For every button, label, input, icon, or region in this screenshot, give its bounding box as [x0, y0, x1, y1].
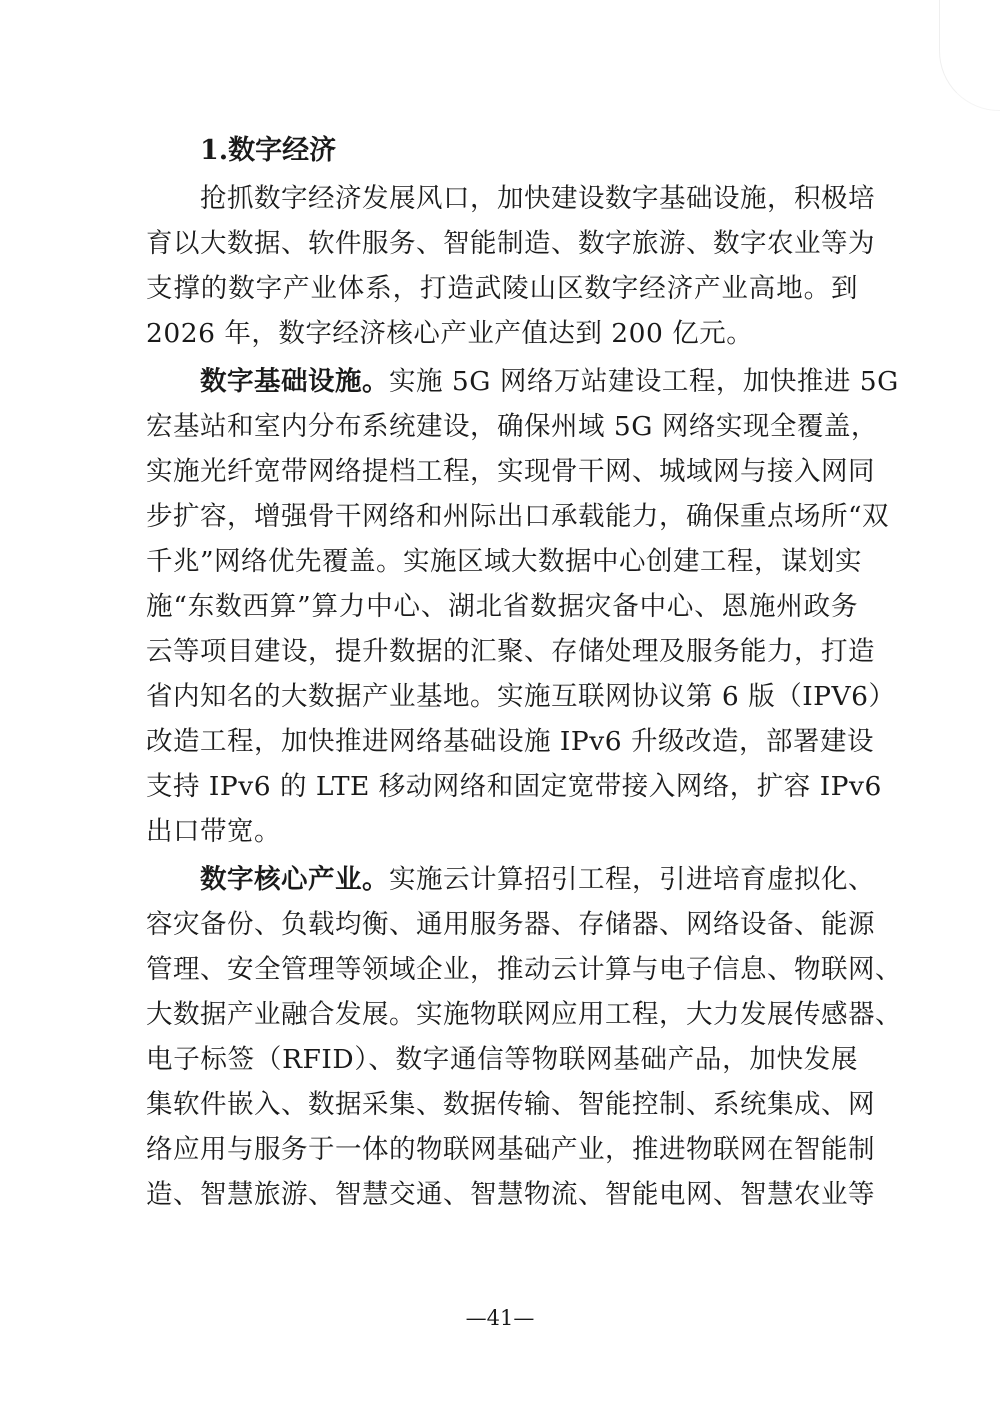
text-line: 支持 IPv6 的 LTE 移动网络和固定宽带接入网络，扩容 IPv6	[146, 771, 882, 802]
text-line: 改造工程，加快推进网络基础设施 IPv6 升级改造，部署建设	[146, 726, 874, 757]
paragraph-digital-core-industry	[146, 857, 902, 1217]
page-number: —41—	[465, 1306, 535, 1330]
text-line: 容灾备份、负载均衡、通用服务器、存储器、网络设备、能源	[146, 909, 875, 940]
text-line: 2026 年，数字经济核心产业产值达到 200 亿元。	[146, 318, 754, 349]
paragraph-digital-infrastructure	[146, 359, 899, 854]
text-line: 电子标签（RFID）、数字通信等物联网基础产品，加快发展	[146, 1044, 858, 1075]
lead-line-rest: 实施 5G 网络万站建设工程，加快推进 5G	[389, 366, 899, 397]
page-corner-mark	[939, 0, 1000, 111]
text-line	[146, 857, 875, 902]
text-line	[146, 359, 899, 404]
text-line: 实施光纤宽带网络提档工程，实现骨干网、城域网与接入网同	[146, 456, 875, 487]
text-line: 千兆”网络优先覆盖。实施区域大数据中心创建工程，谋划实	[146, 546, 863, 577]
page-content	[146, 128, 902, 1220]
text-line: 管理、安全管理等领域企业，推动云计算与电子信息、物联网、	[146, 954, 902, 985]
section-heading: 1.数字经济	[200, 135, 337, 166]
text-line: 抢抓数字经济发展风口，加快建设数字基础设施，积极培	[200, 183, 875, 214]
text-line: 省内知名的大数据产业基地。实施互联网协议第 6 版（IPV6）	[146, 681, 896, 712]
text-line: 宏基站和室内分布系统建设，确保州域 5G 网络实现全覆盖，	[146, 411, 878, 442]
text-line: 络应用与服务于一体的物联网基础产业，推进物联网在智能制	[146, 1134, 875, 1165]
paragraph-lead: 数字核心产业。	[200, 864, 389, 895]
text-line: 云等项目建设，提升数据的汇聚、存储处理及服务能力，打造	[146, 636, 875, 667]
text-line: 支撑的数字产业体系，打造武陵山区数字经济产业高地。到	[146, 273, 858, 304]
paragraph-lead: 数字基础设施。	[200, 366, 389, 397]
text-line: 集软件嵌入、数据采集、数据传输、智能控制、系统集成、网	[146, 1089, 875, 1120]
text-line: 大数据产业融合发展。实施物联网应用工程，大力发展传感器、	[146, 999, 902, 1030]
text-line: 造、智慧旅游、智慧交通、智慧物流、智能电网、智慧农业等	[146, 1179, 875, 1210]
text-line: 出口带宽。	[146, 816, 281, 847]
paragraph-digital-economy	[146, 176, 875, 356]
lead-line-rest: 实施云计算招引工程，引进培育虚拟化、	[389, 864, 875, 895]
text-line: 育以大数据、软件服务、智能制造、数字旅游、数字农业等为	[146, 228, 875, 259]
text-line: 施“东数西算”算力中心、湖北省数据灾备中心、恩施州政务	[146, 591, 858, 622]
text-line: 步扩容，增强骨干网络和州际出口承载能力，确保重点场所“双	[146, 501, 890, 532]
